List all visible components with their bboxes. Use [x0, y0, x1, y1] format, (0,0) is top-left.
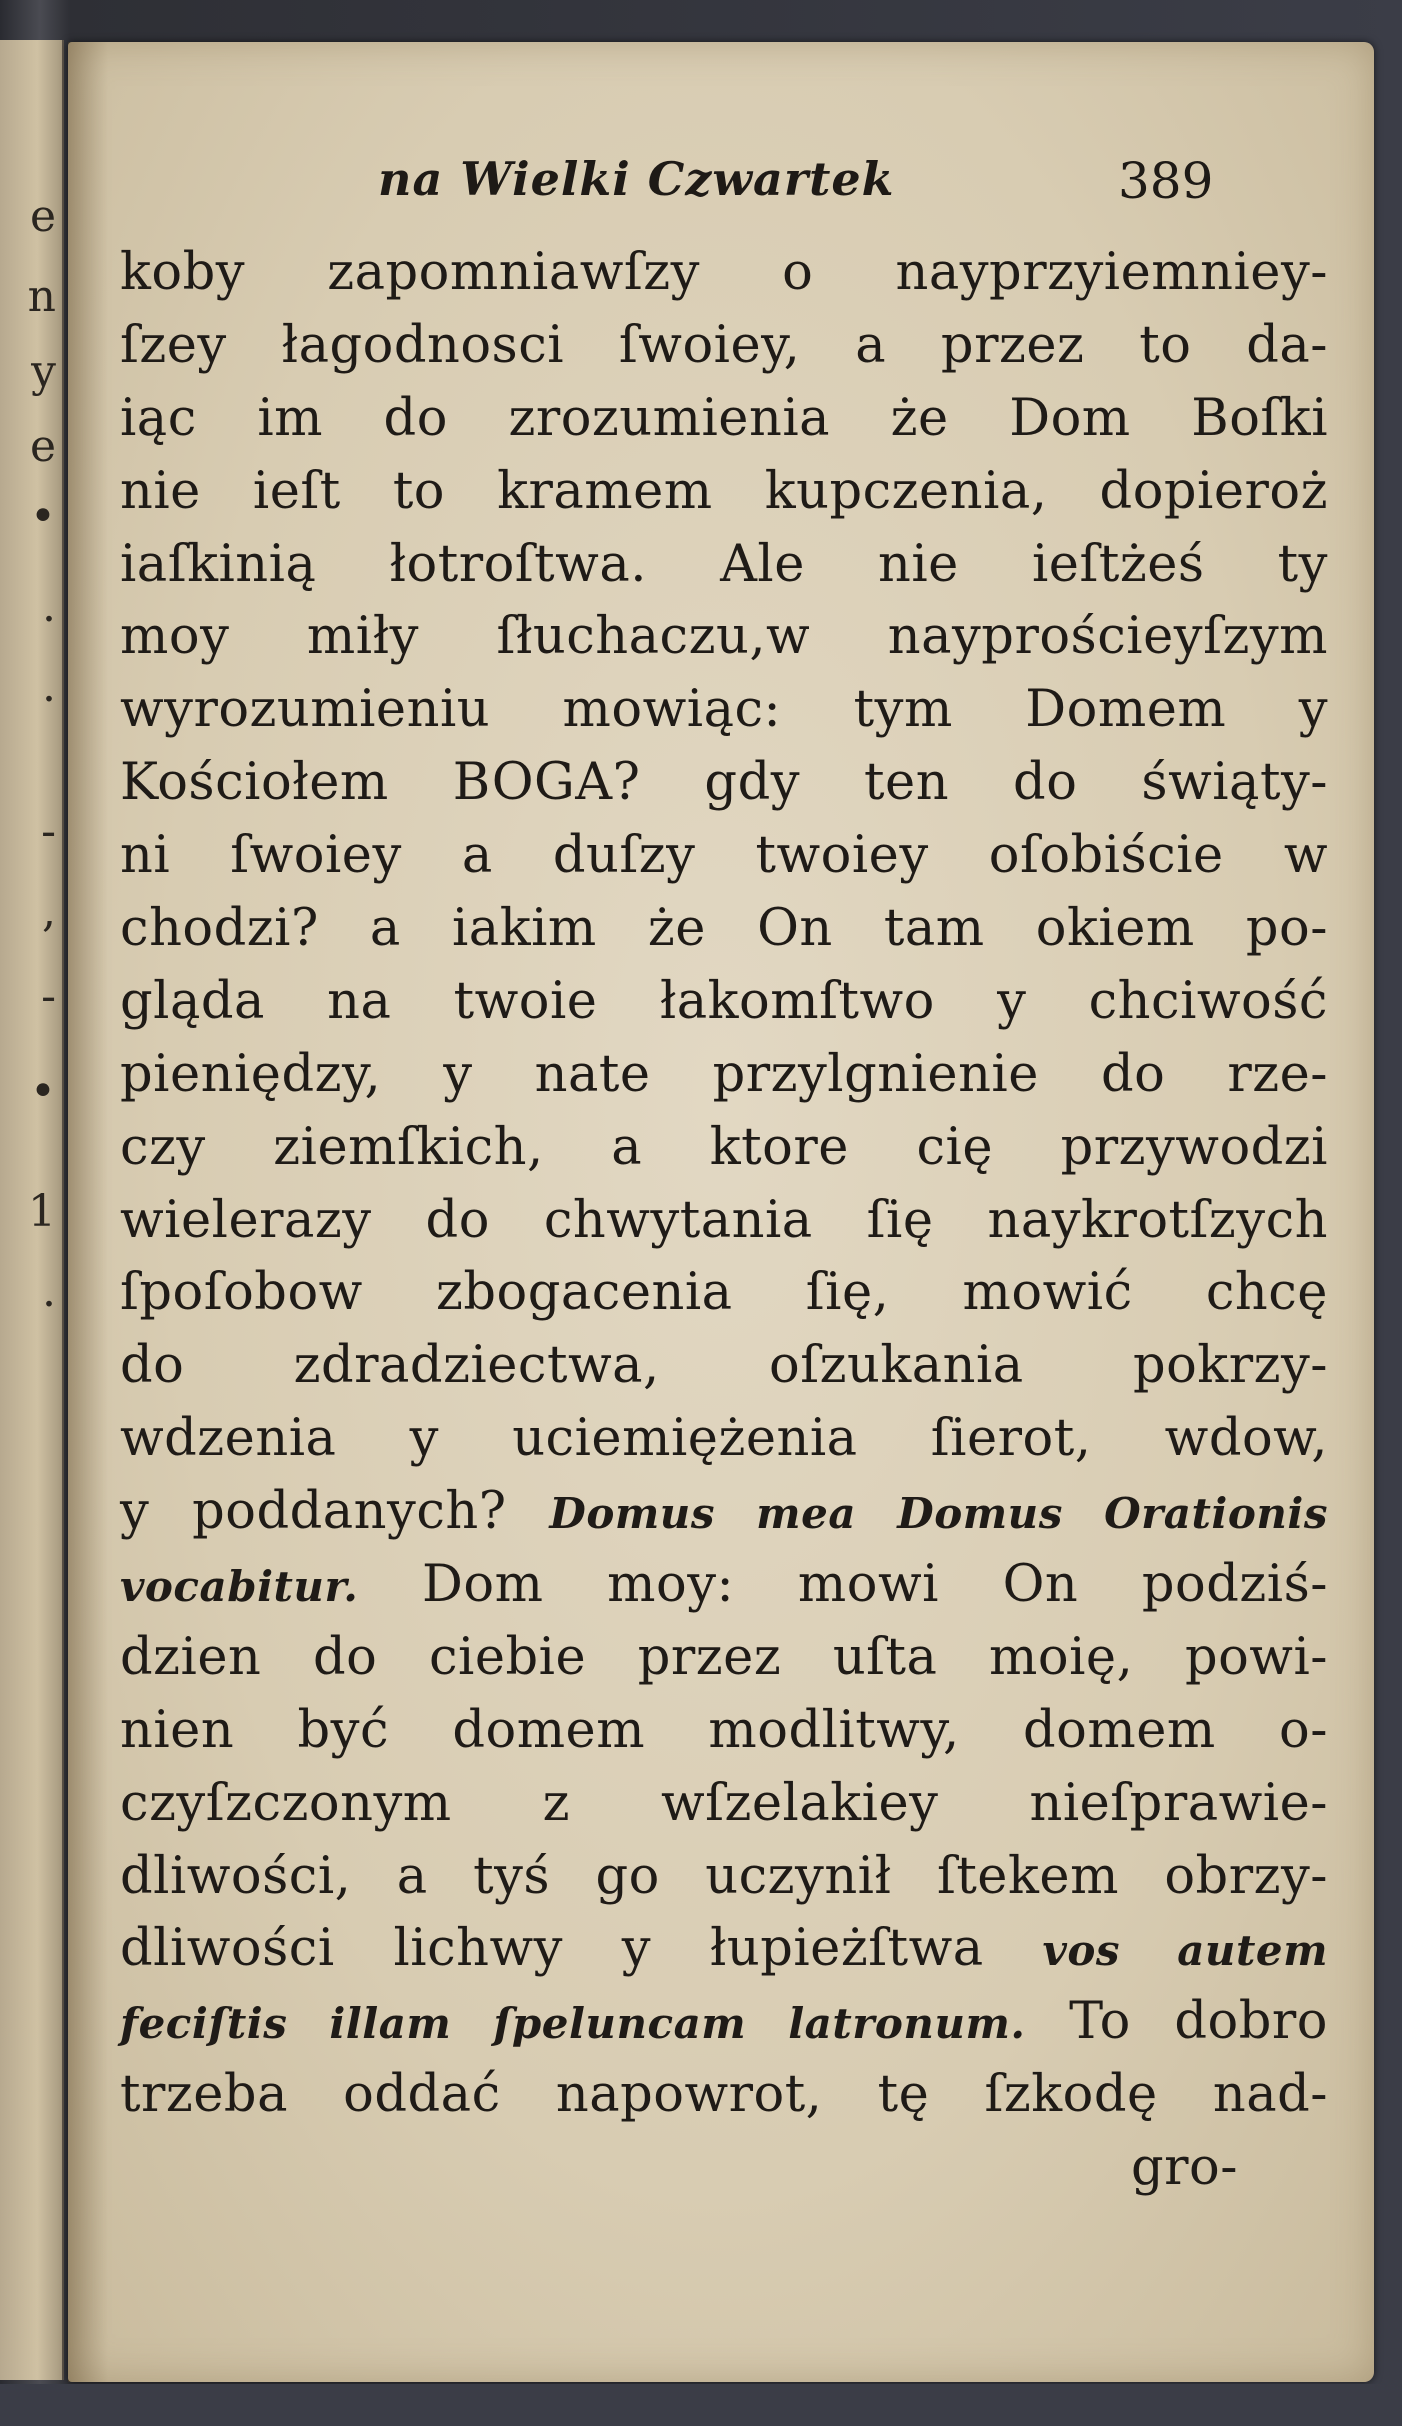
text-run: czy ziemſkich, a ktore cię przywodzi — [120, 1117, 1328, 1177]
latin-quotation: feciſtis illam ſpeluncam latronum. — [120, 1999, 1026, 2049]
body-text — [120, 237, 1328, 2205]
margin-fragment: y — [31, 346, 56, 397]
page-number: 389 — [1118, 152, 1214, 210]
text-run: trzeba oddać napowrot, tę ſzkodę nad- — [120, 2065, 1328, 2125]
text-run: dzien do ciebie przez uſta moię, powi- — [120, 1627, 1328, 1687]
text-line — [120, 1549, 1328, 1622]
margin-fragment: - — [41, 806, 56, 857]
text-run: wielerazy do chwytania ſię naykrotſzych — [120, 1190, 1328, 1250]
text-line — [120, 1403, 1328, 1476]
text-line — [120, 1768, 1328, 1841]
text-line — [120, 1841, 1328, 1914]
margin-fragment: - — [41, 971, 56, 1022]
latin-quotation: vocabitur. — [120, 1562, 359, 1612]
margin-fragment: 1 — [28, 1186, 56, 1237]
text-run: wyrozumieniu mowiąc: tym Domem y — [120, 680, 1328, 740]
page-gutter-shadow — [68, 42, 108, 2382]
latin-quotation: vos autem — [1042, 1926, 1329, 1976]
text-line — [120, 2059, 1328, 2132]
text-run: czyſzczonym z wſzelakiey nieſprawie- — [120, 1773, 1328, 1833]
text-line — [120, 1112, 1328, 1185]
text-line — [120, 1330, 1328, 1403]
text-line — [120, 310, 1328, 383]
text-line — [120, 601, 1328, 674]
bottom-edge — [0, 2384, 1402, 2426]
margin-fragment: . — [42, 1266, 56, 1317]
text-run: pieniędzy, y nate przylgnienie do rze- — [120, 1044, 1328, 1104]
text-run: iąc im do zrozumienia że Dom Boſki — [120, 388, 1328, 448]
text-line — [120, 747, 1328, 820]
text-line — [120, 1913, 1328, 1986]
text-line — [120, 237, 1328, 310]
text-line — [120, 1622, 1328, 1695]
text-line — [120, 820, 1328, 893]
text-run: do zdradziectwa, oſzukania pokrzy- — [120, 1336, 1328, 1396]
running-head: na Wielki Czwartek — [378, 152, 895, 206]
text-run: gląda na twoie łakomſtwo y chciwość — [120, 971, 1328, 1031]
margin-fragment: , — [42, 886, 56, 937]
margin-fragment: e — [29, 421, 56, 472]
text-run: Dom moy: mowi On podziś- — [358, 1555, 1328, 1615]
margin-fragment: n — [27, 271, 56, 322]
text-line — [120, 893, 1328, 966]
text-line — [120, 966, 1328, 1039]
text-run: nie ieſt to kramem kupczenia, dopieroż — [120, 461, 1328, 521]
text-run: y poddanych? — [120, 1482, 550, 1542]
text-line — [120, 1257, 1328, 1330]
book-page — [68, 42, 1374, 2382]
facing-page-edge — [0, 40, 64, 2380]
margin-fragment: . — [42, 581, 56, 632]
text-run: moy miły ſłuchaczu,w nayprościeyſzym — [120, 607, 1328, 667]
text-run: ni ſwoiey a duſzy twoiey oſobiście w — [120, 826, 1328, 886]
text-line — [120, 529, 1328, 602]
text-line — [120, 1476, 1328, 1549]
text-line — [120, 456, 1328, 529]
text-line — [120, 1986, 1328, 2059]
text-run: iaſkinią łotroſtwa. Ale nie ieſtżeś ty — [120, 534, 1328, 594]
text-line — [120, 1695, 1328, 1768]
text-run: ſzey łagodnosci ſwoiey, a przez to da- — [120, 315, 1328, 375]
text-line — [120, 383, 1328, 456]
text-run: koby zapomniawſzy o nayprzyiemniey- — [120, 243, 1328, 302]
text-run: Kościołem BOGA? gdy ten do świąty- — [120, 753, 1328, 813]
latin-quotation: Domus mea Domus Orationis — [549, 1489, 1328, 1539]
margin-fragment: . — [42, 661, 56, 712]
text-line — [120, 674, 1328, 747]
text-line — [120, 1039, 1328, 1112]
text-run: ſpoſobow zbogacenia ſię, mowić chcę — [120, 1263, 1328, 1323]
text-run: nien być domem modlitwy, domem o- — [120, 1700, 1328, 1760]
catchword: gro- — [1131, 2138, 1238, 2198]
text-run: To dobro — [1025, 1992, 1328, 2052]
margin-fragment: • — [30, 491, 56, 542]
margin-fragment: • — [30, 1066, 56, 1117]
text-run: dliwości lichwy y łupieżſtwa — [120, 1919, 1043, 1979]
text-run: dliwości, a tyś go uczynił ſtekem obrzy- — [120, 1846, 1328, 1906]
text-run: wdzenia y uciemiężenia ſierot, wdow, — [120, 1409, 1328, 1469]
margin-fragment: e — [29, 191, 56, 242]
text-line — [120, 1185, 1328, 1258]
text-run: chodzi? a iakim że On tam okiem po- — [120, 899, 1328, 959]
